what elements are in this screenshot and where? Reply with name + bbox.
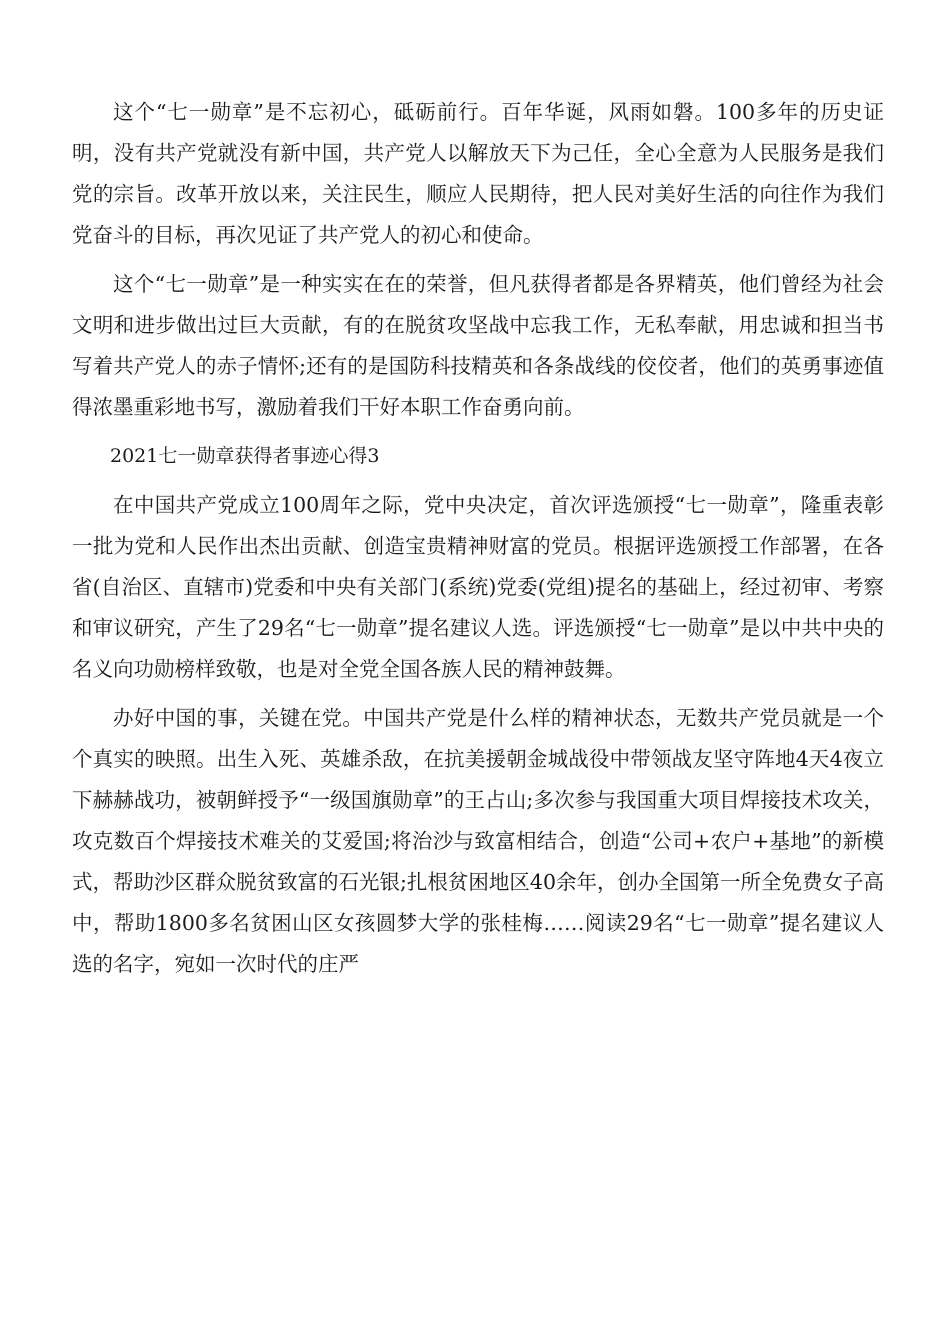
paragraph-1: 这个“七一勋章”是不忘初心，砥砺前行。百年华诞，风雨如磐。100多年的历史证明，没有共产党就没有新中国，共产党人以解放天下为己任，全心全意为人民服务是我们党的宗旨。改革开放以来，关注民生，顺应人民期待，把人民对美好生活的向往作为我们党奋斗的目标，再次见证了共产党人的初心和使命。 (72, 100, 884, 247)
section-heading: 2021七一勋章获得者事迹心得3 (110, 445, 380, 467)
document-body (72, 92, 884, 993)
paragraph-2: 这个“七一勋章”是一种实实在在的荣誉，但凡获得者都是各界精英，他们曾经为社会文明和进步做出过巨大贡献，有的在脱贫攻坚战中忘我工作，无私奉献，用忠诚和担当书写着共产党人的赤子情怀;还有的是国防科技精英和各条战线的佼佼者，他们的英勇事迹值得浓墨重彩地书写，激励着我们干好本职工作奋勇向前。 (72, 272, 884, 419)
paragraph-4: 办好中国的事，关键在党。中国共产党是什么样的精神状态，无数共产党员就是一个个真实的映照。出生入死、英雄杀敌，在抗美援朝金城战役中带领战友坚守阵地4天4夜立下赫赫战功，被朝鲜授予“一级国旗勋章”的王占山;多次参与我国重大项目焊接技术攻关，攻克数百个焊接技术难关的艾爱国;将治沙与致富相结合，创造“公司+农户+基地”的新模式，帮助沙区群众脱贫致富的石光银;扎根贫困地区40余年，创办全国第一所全免费女子高中，帮助1800多名贫困山区女孩圆梦大学的张桂梅……阅读29名“七一勋章”提名建议人选的名字，宛如一次时代的庄严 (72, 706, 884, 976)
paragraph-3: 在中国共产党成立100周年之际，党中央决定，首次评选颁授“七一勋章”，隆重表彰一批为党和人民作出杰出贡献、创造宝贵精神财富的党员。根据评选颁授工作部署，在各省(自治区、直辖市)党委和中央有关部门(系统)党委(党组)提名的基础上，经过初审、考察和审议研究，产生了29名“七一勋章”提名建议人选。评选颁授“七一勋章”是以中共中央的名义向功勋榜样致敬，也是对全党全国各族人民的精神鼓舞。 (72, 493, 884, 681)
